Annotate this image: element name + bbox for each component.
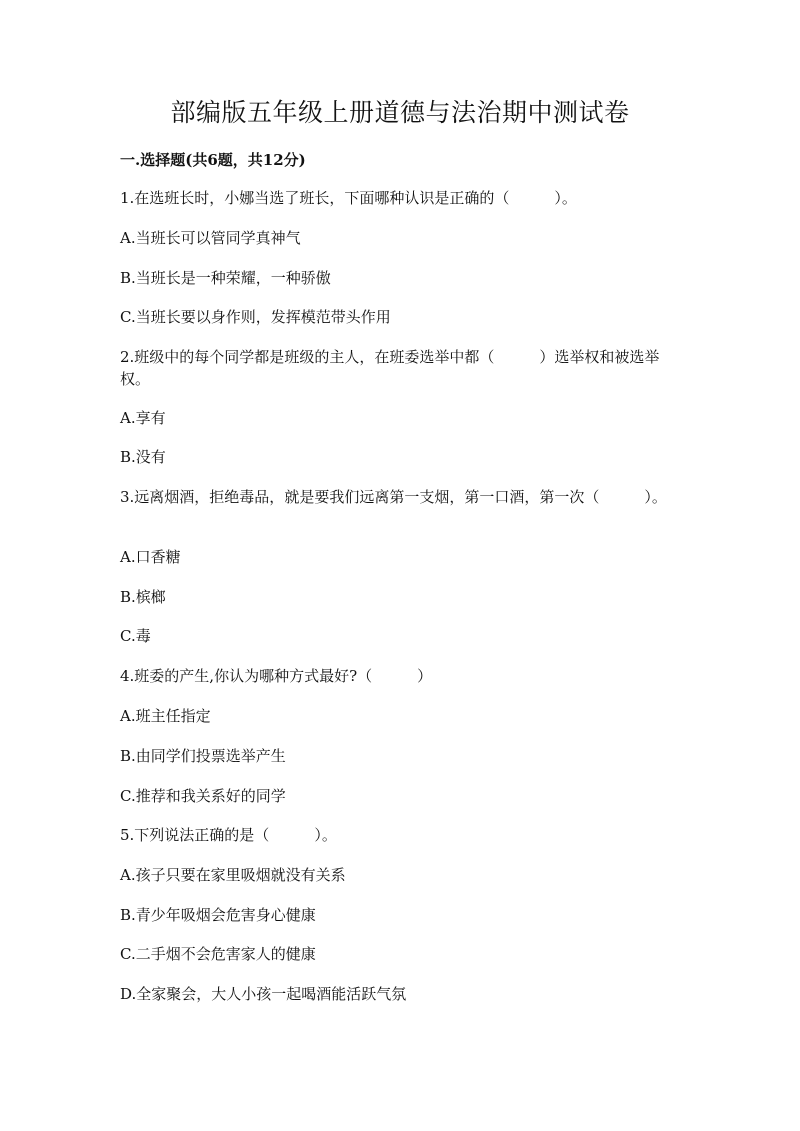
question-3-option-a: A.口香糖 [120,548,181,566]
question-4-option-a: A.班主任指定 [120,707,211,725]
question-1-option-b: B.当班长是一种荣耀，一种骄傲 [120,269,331,287]
question-3-option-b: B.槟榔 [120,588,166,606]
question-2-stem: 2.班级中的每个同学都是班级的主人，在班委选举中都（ ）选举权和被选举权。 [120,348,660,388]
question-5-stem: 5.下列说法正确的是（ ）。 [120,826,337,844]
question-5-option-d: D.全家聚会，大人小孩一起喝酒能活跃气氛 [120,985,407,1003]
question-2-option-b: B.没有 [120,448,166,466]
question-4-option-b: B.由同学们投票选举产生 [120,747,286,765]
question-1-option-a: A.当班长可以管同学真神气 [120,229,301,247]
question-5-option-b: B.青少年吸烟会危害身心健康 [120,906,316,924]
question-4-option-c: C.推荐和我关系好的同学 [120,787,286,805]
question-2-option-a: A.享有 [120,409,166,427]
question-4-stem: 4.班委的产生,你认为哪种方式最好?（ ） [120,667,433,685]
question-3-option-c: C.毒 [120,627,151,645]
question-3-stem: 3.远离烟酒，拒绝毒品，就是要我们远离第一支烟，第一口酒，第一次（ ）。 [120,488,667,506]
question-1-stem: 1.在选班长时，小娜当选了班长，下面哪种认识是正确的（ ）。 [120,189,577,207]
page-title: 部编版五年级上册道德与法治期中测试卷 [170,98,630,127]
section-heading: 一.选择题(共6题，共12分) [120,151,306,169]
question-1-option-c: C.当班长要以身作则，发挥模范带头作用 [120,308,391,326]
question-5-option-c: C.二手烟不会危害家人的健康 [120,945,316,963]
question-5-option-a: A.孩子只要在家里吸烟就没有关系 [120,866,346,884]
